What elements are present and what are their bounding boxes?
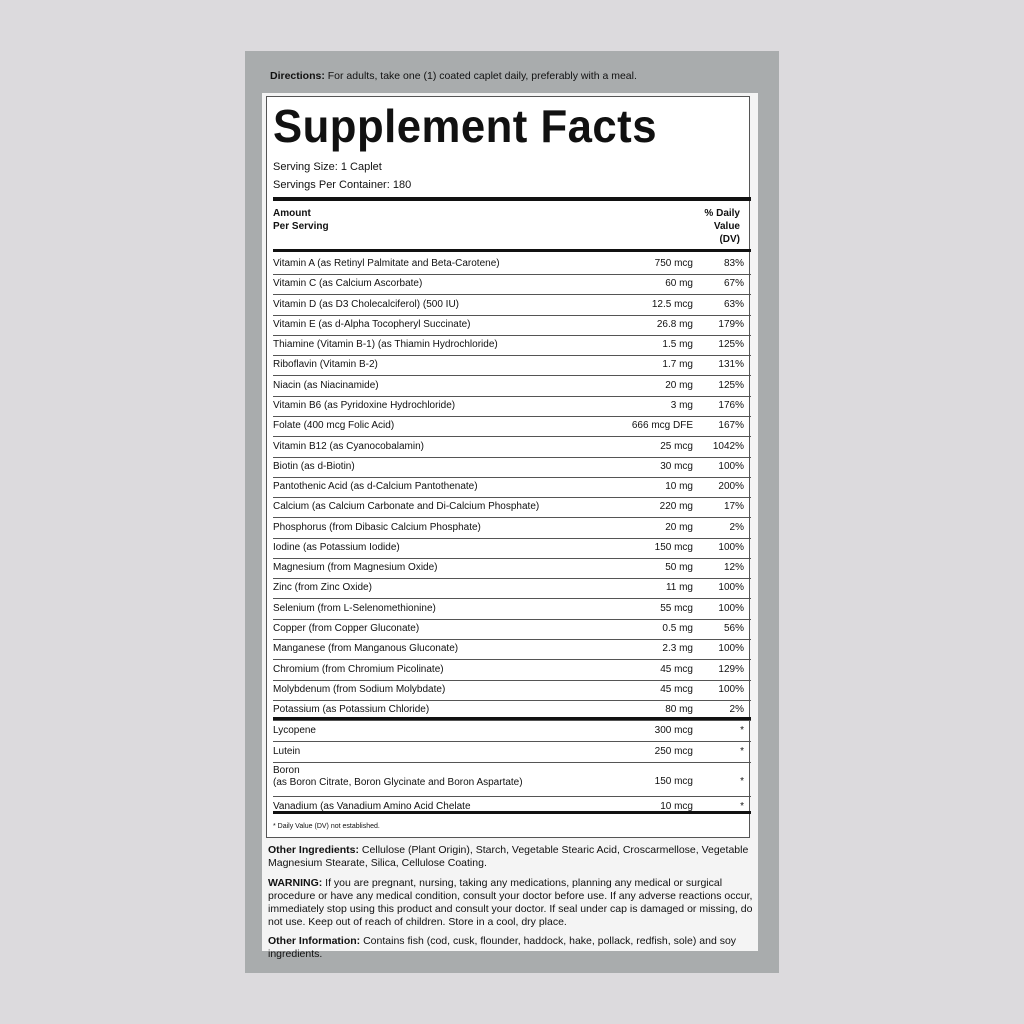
nutrient-dv: 2% xyxy=(729,522,744,533)
nutrient-row xyxy=(273,578,751,599)
warning-text: If you are pregnant, nursing, taking any medications, planning any medical or surgical procedure or have any medical condition, consult your doctor before use. If any adverse reactions occur, immediately stop using this product and consult your doctor. If seal under cap is damaged or missing, do not use. Keep out of reach of children. Store in a cool, dry place. xyxy=(268,877,753,928)
nutrient-amount: 220 mg xyxy=(659,501,693,512)
nutrient-name-line: Phosphorus (from Dibasic Calcium Phosphate) xyxy=(273,522,481,533)
nutrient-row xyxy=(273,763,751,797)
other-ingredients-label: Other Ingredients: xyxy=(268,844,360,856)
nutrient-row xyxy=(273,315,751,336)
nutrient-name xyxy=(273,643,458,655)
nutrient-name xyxy=(273,258,500,270)
nutrient-row xyxy=(273,416,751,437)
serving-size: Serving Size: 1 Caplet xyxy=(273,161,382,173)
nutrient-amount: 12.5 mcg xyxy=(651,299,693,310)
nutrient-name xyxy=(273,562,438,574)
nutrient-row xyxy=(273,497,751,518)
nutrient-dv: 63% xyxy=(723,299,744,310)
nutrient-row xyxy=(273,295,751,316)
nutrient-dv: 100% xyxy=(718,461,744,472)
nutrient-name xyxy=(273,765,523,789)
nutrient-name xyxy=(273,400,455,412)
nutrient-row xyxy=(273,376,751,397)
nutrient-dv: 176% xyxy=(718,400,744,411)
nutrient-name xyxy=(273,278,422,290)
nutrient-name-line: Selenium (from L-Selenomethionine) xyxy=(273,603,436,614)
nutrient-name xyxy=(273,501,539,513)
nutrient-amount: 26.8 mg xyxy=(656,319,693,330)
nutrient-dv: 100% xyxy=(718,684,744,695)
nutrient-name-line: Calcium (as Calcium Carbonate and Di-Calcium Phosphate) xyxy=(273,501,540,512)
nutrient-name xyxy=(273,420,394,432)
supplement-facts-box xyxy=(266,96,750,838)
nutrient-amount: 1.7 mg xyxy=(662,359,693,370)
nutrient-amount: 666 mcg DFE xyxy=(631,420,693,431)
nutrient-amount: 2.3 mg xyxy=(662,643,693,654)
nutrient-name xyxy=(273,461,355,473)
nutrient-amount: 0.5 mg xyxy=(662,623,693,634)
nutrient-amount: 10 mcg xyxy=(660,801,693,812)
directions-text: For adults, take one (1) coated caplet daily, preferably with a meal. xyxy=(324,70,637,82)
nutrient-amount: 750 mcg xyxy=(654,258,693,269)
nutrient-amount: 250 mcg xyxy=(654,746,693,757)
nutrient-row xyxy=(273,457,751,478)
nutrient-amount: 150 mcg xyxy=(654,542,693,553)
label-body xyxy=(262,93,758,960)
other-information-label: Other Information: xyxy=(268,935,361,947)
nutrient-amount: 300 mcg xyxy=(654,725,693,736)
nutrient-amount: 55 mcg xyxy=(660,603,693,614)
other-ingredients-text: Cellulose (Plant Origin), Starch, Vegetable Stearic Acid, Croscarmellose, Vegetable Magnesium Stearate, Silica, Cellulose Coating. xyxy=(268,844,749,869)
nutrient-row xyxy=(273,518,751,539)
nutrient-row xyxy=(273,335,751,356)
nutrient-amount: 1.5 mg xyxy=(662,339,693,350)
nutrient-name-line: Lycopene xyxy=(273,725,316,736)
thick-rule-top xyxy=(273,197,751,201)
directions xyxy=(270,70,770,83)
nutrient-dv: 56% xyxy=(723,623,744,634)
nutrient-dv: 131% xyxy=(718,359,744,370)
nutrient-dv: 200% xyxy=(718,481,744,492)
nutrient-name-line: Thiamine (Vitamin B-1) (as Thiamin Hydrochloride) xyxy=(273,339,498,350)
nutrient-dv: 83% xyxy=(723,258,744,269)
nutrient-name-line: Riboflavin (Vitamin B-2) xyxy=(273,359,378,370)
nutrient-name-line: Vitamin B12 (as Cyanocobalamin) xyxy=(273,441,425,452)
nutrient-dv: 167% xyxy=(718,420,744,431)
nutrient-name xyxy=(273,801,471,813)
nutrient-name xyxy=(273,704,429,716)
nutrient-name xyxy=(273,481,478,493)
nutrient-name xyxy=(273,725,316,737)
nutrient-dv: 2% xyxy=(729,704,744,715)
nutrient-name xyxy=(273,664,444,676)
footnote: * Daily Value (DV) not established. xyxy=(273,823,380,830)
nutrient-dv: 100% xyxy=(718,643,744,654)
nutrient-name-line: Folate (400 mcg Folic Acid) xyxy=(273,420,395,431)
nutrient-dv: 100% xyxy=(718,582,744,593)
nutrient-amount: 50 mg xyxy=(665,562,693,573)
label-panel xyxy=(245,51,779,973)
nutrient-name-line: Vanadium (as Vanadium Amino Acid Chelate xyxy=(273,801,471,812)
nutrient-amount: 45 mcg xyxy=(660,684,693,695)
facts-title: Supplement Facts xyxy=(273,100,657,152)
nutrient-amount: 45 mcg xyxy=(660,664,693,675)
nutrient-name-line: Chromium (from Chromium Picolinate) xyxy=(273,664,444,675)
nutrient-dv: 179% xyxy=(718,319,744,330)
nutrient-name-line: Niacin (as Niacinamide) xyxy=(273,380,379,391)
nutrient-dv: 125% xyxy=(718,380,744,391)
nutrient-name xyxy=(273,299,459,311)
nutrient-dv: * xyxy=(740,801,744,812)
nutrient-name-line: Iodine (as Potassium Iodide) xyxy=(273,542,400,553)
nutrient-name-line: Zinc (from Zinc Oxide) xyxy=(273,582,372,593)
nutrient-name-line: Vitamin B6 (as Pyridoxine Hydrochloride) xyxy=(273,400,456,411)
nutrient-name xyxy=(273,441,424,453)
nutrient-name xyxy=(273,319,471,331)
nutrient-dv: 100% xyxy=(718,542,744,553)
nutrient-row xyxy=(273,680,751,701)
amount-header-line1: Amount xyxy=(273,208,311,219)
nutrient-dv: 67% xyxy=(723,278,744,289)
nutrient-name xyxy=(273,746,300,758)
nutrient-name-line2: (as Boron Citrate, Boron Glycinate and Boron Aspartate) xyxy=(273,777,523,788)
nutrient-name-line: Vitamin C (as Calcium Ascorbate) xyxy=(273,278,423,289)
nutrient-row xyxy=(273,396,751,417)
nutrient-row xyxy=(273,700,751,721)
warning-label: WARNING: xyxy=(268,877,323,889)
dv-header-line1: % Daily xyxy=(704,208,740,219)
nutrient-name-line: Copper (from Copper Gluconate) xyxy=(273,623,420,634)
nutrient-name-line: Vitamin A (as Retinyl Palmitate and Beta-Carotene) xyxy=(273,258,500,269)
nutrient-amount: 11 mg xyxy=(665,582,693,593)
nutrient-row xyxy=(273,639,751,660)
nutrient-name xyxy=(273,542,400,554)
nutrient-dv: 1042% xyxy=(712,441,744,452)
warning xyxy=(268,877,754,929)
nutrient-row xyxy=(273,355,751,376)
dv-header-line2: Value xyxy=(713,221,740,232)
nutrient-dv: 12% xyxy=(723,562,744,573)
nutrient-dv: * xyxy=(740,776,744,787)
nutrient-name-line: Molybdenum (from Sodium Molybdate) xyxy=(273,684,446,695)
nutrient-amount: 150 mcg xyxy=(654,776,693,787)
nutrient-name-line: Pantothenic Acid (as d-Calcium Pantothenate) xyxy=(273,481,478,492)
nutrient-amount: 30 mcg xyxy=(660,461,693,472)
nutrient-name xyxy=(273,623,419,635)
nutrient-row xyxy=(273,558,751,579)
nutrient-dv: 125% xyxy=(718,339,744,350)
nutrient-row xyxy=(273,660,751,681)
nutrient-amount: 60 mg xyxy=(665,278,693,289)
nutrient-row xyxy=(273,619,751,640)
amount-header xyxy=(273,207,329,233)
nutrient-name-line: Boron xyxy=(273,765,300,776)
nutrient-dv: * xyxy=(740,746,744,757)
nutrient-row xyxy=(273,274,751,295)
nutrient-row xyxy=(273,721,751,742)
nutrient-amount: 20 mg xyxy=(665,380,693,391)
nutrient-row xyxy=(273,538,751,559)
nutrient-row xyxy=(273,254,751,275)
dv-header xyxy=(704,207,740,246)
nutrient-amount: 20 mg xyxy=(665,522,693,533)
directions-label: Directions: xyxy=(270,70,325,82)
nutrient-row xyxy=(273,797,751,817)
nutrient-name xyxy=(273,380,379,392)
nutrient-row xyxy=(273,437,751,458)
dv-header-line3: (DV) xyxy=(719,234,740,245)
thick-rule-header xyxy=(273,249,751,252)
nutrient-name-line: Potassium (as Potassium Chloride) xyxy=(273,704,430,715)
nutrient-row xyxy=(273,477,751,498)
nutrient-amount: 3 mg xyxy=(670,400,693,411)
nutrient-amount: 80 mg xyxy=(665,704,693,715)
nutrient-name xyxy=(273,684,445,696)
nutrient-name xyxy=(273,603,436,615)
nutrient-amount: 25 mcg xyxy=(660,441,693,452)
nutrient-name-line: Magnesium (from Magnesium Oxide) xyxy=(273,562,438,573)
nutrient-name-line: Manganese (from Manganous Gluconate) xyxy=(273,643,459,654)
nutrient-dv: 129% xyxy=(718,664,744,675)
nutrient-dv: 17% xyxy=(723,501,744,512)
nutrient-name xyxy=(273,359,378,371)
nutrient-row xyxy=(273,742,751,763)
nutrient-name xyxy=(273,339,498,351)
servings-per-container: Servings Per Container: 180 xyxy=(273,179,412,191)
amount-header-line2: Per Serving xyxy=(273,221,329,232)
nutrient-name-line: Biotin (as d-Biotin) xyxy=(273,461,355,472)
nutrient-row xyxy=(273,599,751,620)
other-information xyxy=(268,935,754,961)
nutrient-name-line: Lutein xyxy=(273,746,301,757)
nutrient-name xyxy=(273,522,481,534)
nutrient-name-line: Vitamin D (as D3 Cholecalciferol) (500 IU) xyxy=(273,299,459,310)
nutrient-dv: * xyxy=(740,725,744,736)
nutrient-name-line: Vitamin E (as d-Alpha Tocopheryl Succinate) xyxy=(273,319,471,330)
nutrient-dv: 100% xyxy=(718,603,744,614)
nutrient-amount: 10 mg xyxy=(665,481,693,492)
nutrient-name xyxy=(273,582,372,594)
other-information-text: Contains fish (cod, cusk, flounder, haddock, hake, pollack, redfish, sole) and soy ingredients. xyxy=(268,935,737,960)
other-ingredients xyxy=(268,844,754,870)
